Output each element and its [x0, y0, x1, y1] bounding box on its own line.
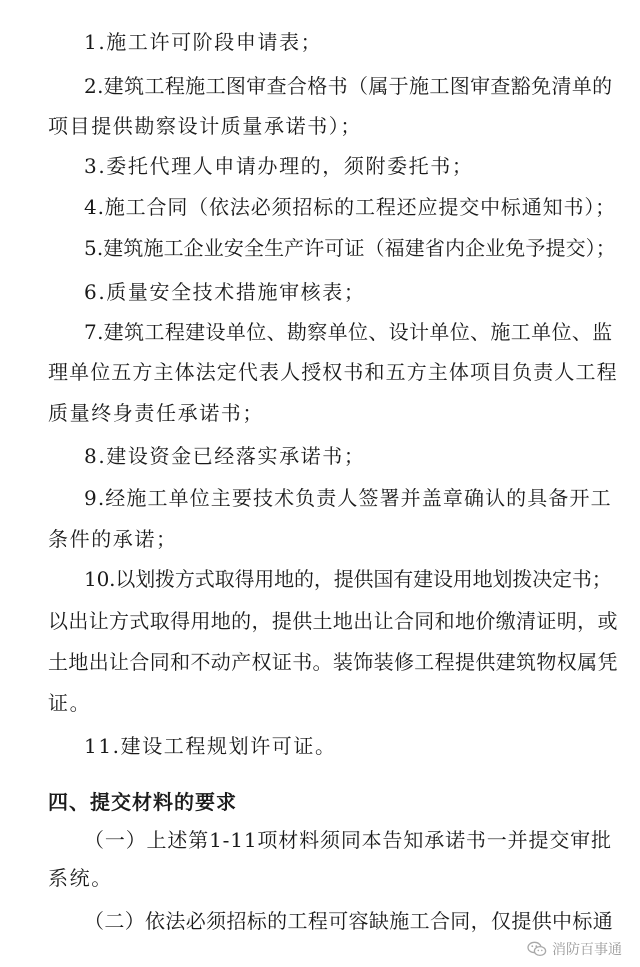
item-9-cont: 条件的承诺； [48, 527, 178, 551]
item-3: 3.委托代理人申请办理的，须附委托书； [84, 154, 474, 178]
item-10-cont-2: 土地出让合同和不动产权证书。装饰装修工程提供建筑物权属凭 [48, 650, 618, 674]
item-8: 8.建设资金已经落实承诺书； [84, 444, 366, 468]
item-2-cont: 项目提供勘察设计质量承诺书）； [48, 114, 362, 138]
item-11: 11.建设工程规划许可证。 [84, 734, 337, 758]
item-4: 4.施工合同（依法必须招标的工程还应提交中标通知书）； [84, 195, 617, 219]
item-7: 7.建筑工程建设单位、勘察单位、设计单位、施工单位、监 [84, 320, 613, 344]
item-5: 5.建筑施工企业安全生产许可证（福建省内企业免予提交）； [84, 236, 616, 260]
item-10-cont-1: 以出让方式取得用地的，提供土地出让合同和地价缴清证明，或 [48, 609, 618, 633]
item-6: 6.质量安全技术措施审核表； [84, 280, 366, 304]
watermark-text: 消防百事通 [552, 942, 622, 958]
item-1: 1.施工许可阶段申请表； [84, 30, 323, 54]
watermark [527, 939, 622, 959]
item-10-cont-3: 证。 [48, 691, 92, 715]
item-10: 10.以划拨方式取得用地的，提供国有建设用地划拨决定书； [84, 567, 612, 591]
item-2: 2.建筑工程施工图审查合格书（属于施工图审查豁免清单的 [84, 74, 613, 98]
item-7-cont-1: 理单位五方主体法定代表人授权书和五方主体项目负责人工程 [48, 360, 618, 384]
item-7-cont-2: 质量终身责任承诺书； [48, 401, 264, 425]
wechat-icon [527, 941, 547, 957]
requirement-1: （一）上述第1-11项材料须同本告知承诺书一并提交审批 [84, 828, 612, 852]
item-9: 9.经施工单位主要技术负责人签署并盖章确认的具备开工 [84, 486, 612, 510]
requirement-2: （二）依法必须招标的工程可容缺施工合同，仅提供中标通 [84, 909, 614, 933]
requirement-1-cont: 系统。 [48, 866, 113, 890]
section-heading-4: 四、提交材料的要求 [48, 790, 237, 814]
